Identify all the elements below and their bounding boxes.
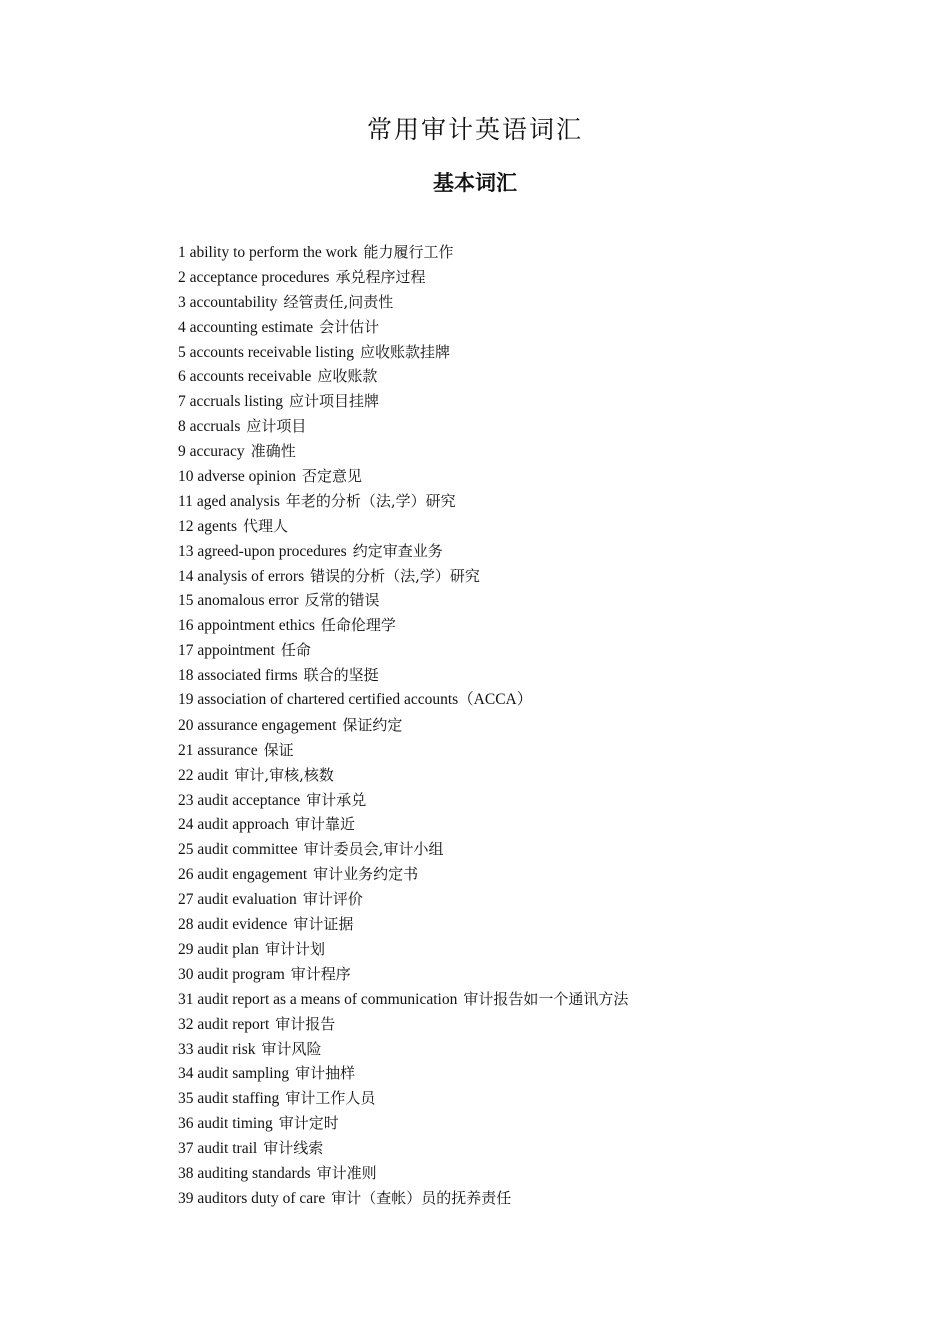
vocab-entry bbox=[178, 613, 918, 638]
chinese-term: 应收账款挂牌 bbox=[360, 342, 451, 361]
vocab-entry bbox=[178, 663, 918, 688]
english-term: audit plan bbox=[197, 940, 259, 958]
entry-number: 26 bbox=[178, 866, 194, 884]
chinese-term: 任命伦理学 bbox=[320, 616, 396, 635]
chinese-term: 审计（查帐）员的抚养责任 bbox=[331, 1188, 512, 1207]
vocabulary-list bbox=[178, 240, 918, 1211]
entry-number: 1 bbox=[178, 244, 186, 261]
english-term: audit evaluation bbox=[197, 891, 297, 909]
english-term: accounting estimate bbox=[189, 318, 314, 336]
entry-number: 24 bbox=[178, 816, 194, 834]
chinese-term: 审计业务约定书 bbox=[313, 865, 419, 884]
vocab-entry bbox=[178, 414, 918, 439]
entry-number: 8 bbox=[178, 418, 186, 436]
vocab-entry bbox=[178, 1012, 918, 1037]
vocab-entry bbox=[178, 962, 918, 987]
entry-number: 20 bbox=[178, 716, 194, 734]
vocab-entry bbox=[178, 240, 918, 265]
chinese-term: 应计项目挂牌 bbox=[289, 392, 380, 411]
vocab-entry bbox=[178, 315, 918, 340]
chinese-term: 承兑程序过程 bbox=[335, 267, 426, 286]
chinese-term: 审计承兑 bbox=[306, 790, 367, 809]
vocab-entry bbox=[178, 464, 918, 489]
chinese-term: 审计定时 bbox=[278, 1114, 339, 1133]
english-term: audit staffing bbox=[197, 1090, 280, 1108]
english-term: analysis of errors bbox=[197, 567, 305, 585]
english-term: audit committee bbox=[197, 841, 298, 859]
vocab-entry bbox=[178, 1111, 918, 1136]
english-term: accounts receivable listing bbox=[189, 343, 355, 361]
vocab-entry bbox=[178, 1136, 918, 1161]
vocab-entry bbox=[178, 539, 918, 564]
entry-number: 2 bbox=[178, 268, 186, 286]
vocab-entry bbox=[178, 1161, 918, 1186]
vocab-entry bbox=[178, 738, 918, 763]
vocab-entry bbox=[178, 1037, 918, 1062]
entry-number: 30 bbox=[178, 965, 194, 983]
vocab-entry bbox=[178, 364, 918, 389]
english-term: audit program bbox=[197, 965, 285, 983]
vocab-entry bbox=[178, 713, 918, 738]
english-term: aged analysis bbox=[196, 492, 280, 510]
entry-number: 36 bbox=[178, 1115, 194, 1133]
entry-number: 35 bbox=[178, 1090, 194, 1108]
english-term: accruals bbox=[189, 418, 241, 436]
vocab-entry bbox=[178, 439, 918, 464]
entry-number: 37 bbox=[178, 1140, 194, 1158]
english-term: adverse opinion bbox=[197, 468, 296, 486]
chinese-term: 任命 bbox=[280, 641, 311, 660]
chinese-term: 错误的分析（法,学）研究 bbox=[310, 566, 480, 585]
english-term: accountability bbox=[189, 293, 278, 311]
chinese-term: 经管责任,问责性 bbox=[283, 292, 394, 311]
entry-number: 19 bbox=[178, 691, 194, 709]
entry-number: 16 bbox=[178, 617, 194, 635]
chinese-term: 审计风险 bbox=[261, 1039, 322, 1058]
vocab-entry bbox=[178, 837, 918, 862]
vocab-entry bbox=[178, 887, 918, 912]
vocab-entry bbox=[178, 763, 918, 788]
vocab-entry bbox=[178, 265, 918, 290]
vocab-entry bbox=[178, 937, 918, 962]
chinese-term: 审计评价 bbox=[302, 890, 363, 909]
vocab-entry bbox=[178, 638, 918, 663]
chinese-term: 准确性 bbox=[250, 442, 296, 461]
entry-number: 21 bbox=[178, 741, 194, 759]
chinese-term: 审计证据 bbox=[293, 915, 354, 934]
chinese-term: 审计委员会,审计小组 bbox=[303, 840, 444, 859]
vocab-entry bbox=[178, 862, 918, 887]
vocab-entry bbox=[178, 788, 918, 813]
english-term: acceptance procedures bbox=[189, 268, 330, 286]
chinese-term: 审计抽样 bbox=[295, 1064, 356, 1083]
entry-number: 14 bbox=[178, 567, 194, 585]
vocab-entry bbox=[178, 1061, 918, 1086]
chinese-term: 审计程序 bbox=[290, 964, 351, 983]
english-term: appointment ethics bbox=[197, 617, 315, 635]
entry-number: 15 bbox=[178, 592, 194, 610]
entry-number: 22 bbox=[178, 766, 194, 784]
chinese-term: 保证 bbox=[263, 740, 294, 759]
chinese-term: 反常的错误 bbox=[304, 591, 380, 610]
english-term: audit risk bbox=[197, 1040, 256, 1058]
entry-number: 33 bbox=[178, 1040, 194, 1058]
chinese-term: 审计计划 bbox=[264, 939, 325, 958]
english-term: audit acceptance bbox=[197, 791, 301, 809]
chinese-term: 代理人 bbox=[242, 516, 288, 535]
english-term: ability to perform the work bbox=[189, 244, 358, 261]
english-term: assurance engagement bbox=[197, 716, 337, 734]
english-term: accounts receivable bbox=[189, 368, 312, 386]
english-term: audit bbox=[197, 766, 229, 784]
entry-number: 12 bbox=[178, 517, 194, 535]
vocab-entry bbox=[178, 340, 918, 365]
vocab-entry bbox=[178, 389, 918, 414]
english-term: auditing standards bbox=[197, 1164, 311, 1182]
chinese-term: 会计估计 bbox=[319, 317, 380, 336]
entry-number: 38 bbox=[178, 1164, 194, 1182]
english-term: agents bbox=[197, 517, 237, 535]
english-term: assurance bbox=[197, 741, 258, 759]
entry-number: 9 bbox=[178, 443, 186, 461]
english-term: audit trail bbox=[197, 1140, 258, 1158]
vocab-entry bbox=[178, 489, 918, 514]
page-title: 常用审计英语词汇 bbox=[366, 115, 583, 144]
chinese-term: 应计项目 bbox=[246, 417, 307, 436]
chinese-term: 保证约定 bbox=[342, 715, 403, 734]
entry-number: 32 bbox=[178, 1015, 194, 1033]
chinese-term: 审计工作人员 bbox=[285, 1089, 376, 1108]
chinese-term: 审计报告 bbox=[275, 1014, 336, 1033]
chinese-term: 审计报告如一个通讯方法 bbox=[463, 989, 629, 1008]
entry-number: 5 bbox=[178, 343, 186, 361]
chinese-term: 否定意见 bbox=[301, 467, 362, 486]
entry-number: 13 bbox=[178, 542, 194, 560]
entry-number: 3 bbox=[178, 293, 186, 311]
english-term: audit approach bbox=[197, 816, 290, 834]
entry-number: 31 bbox=[178, 990, 194, 1008]
english-term: appointment bbox=[197, 642, 275, 660]
chinese-term: 约定审查业务 bbox=[352, 541, 443, 560]
section-heading: 基本词汇 bbox=[433, 171, 517, 195]
entry-number: 39 bbox=[178, 1189, 194, 1207]
entry-number: 6 bbox=[178, 368, 186, 386]
chinese-term: 审计,审核,核数 bbox=[234, 765, 334, 784]
chinese-term: 能力履行工作 bbox=[363, 243, 454, 261]
english-term: accruals listing bbox=[189, 393, 284, 411]
vocab-entry bbox=[178, 514, 918, 539]
entry-number: 28 bbox=[178, 916, 194, 934]
entry-number: 23 bbox=[178, 791, 194, 809]
english-term: anomalous error bbox=[197, 592, 299, 610]
entry-number: 7 bbox=[178, 393, 186, 411]
english-term: agreed-upon procedures bbox=[197, 542, 347, 560]
vocab-entry bbox=[178, 1186, 918, 1211]
english-term: association of chartered certified accounts（ACCA） bbox=[197, 691, 533, 709]
entry-number: 18 bbox=[178, 667, 194, 685]
vocab-entry bbox=[178, 987, 918, 1012]
english-term: associated firms bbox=[197, 667, 298, 685]
english-term: audit timing bbox=[197, 1115, 273, 1133]
vocab-entry bbox=[178, 812, 918, 837]
english-term: audit engagement bbox=[197, 866, 308, 884]
entry-number: 17 bbox=[178, 642, 194, 660]
vocab-entry bbox=[178, 688, 918, 713]
entry-number: 25 bbox=[178, 841, 194, 859]
english-term: audit sampling bbox=[197, 1065, 290, 1083]
chinese-term: 年老的分析（法,学）研究 bbox=[285, 491, 456, 510]
english-term: auditors duty of care bbox=[197, 1189, 326, 1207]
vocab-entry bbox=[178, 588, 918, 613]
chinese-term: 审计线索 bbox=[263, 1139, 324, 1158]
entry-number: 4 bbox=[178, 318, 186, 336]
vocab-entry bbox=[178, 1086, 918, 1111]
chinese-term: 应收账款 bbox=[317, 367, 378, 386]
entry-number: 29 bbox=[178, 940, 194, 958]
english-term: accuracy bbox=[189, 443, 245, 461]
english-term: audit report bbox=[197, 1015, 270, 1033]
entry-number: 34 bbox=[178, 1065, 194, 1083]
entry-number: 10 bbox=[178, 468, 194, 486]
entry-number: 11 bbox=[178, 492, 193, 510]
chinese-term: 审计准则 bbox=[316, 1163, 377, 1182]
english-term: audit report as a means of communication bbox=[197, 990, 458, 1008]
chinese-term: 审计靠近 bbox=[295, 815, 356, 834]
vocab-entry bbox=[178, 564, 918, 589]
vocab-entry bbox=[178, 290, 918, 315]
entry-number: 27 bbox=[178, 891, 194, 909]
chinese-term: 联合的坚挺 bbox=[303, 666, 379, 685]
vocab-entry bbox=[178, 912, 918, 937]
english-term: audit evidence bbox=[197, 916, 288, 934]
